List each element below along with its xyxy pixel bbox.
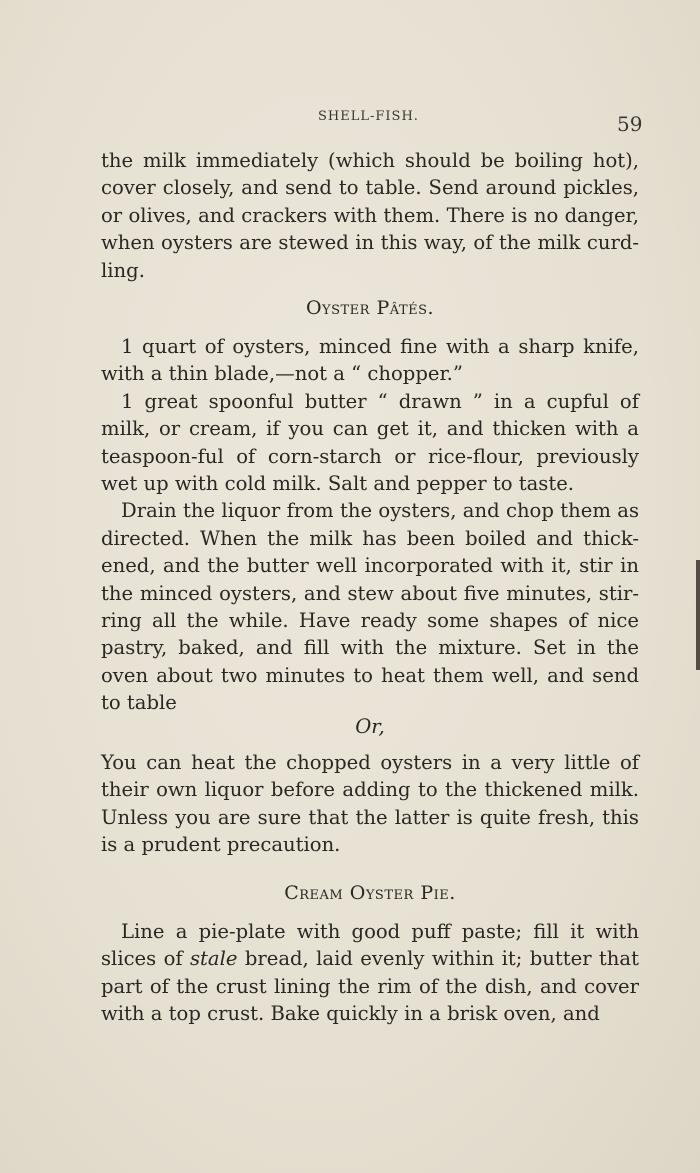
cream-oyster-pie-text (101, 918, 639, 1028)
cream-oyster-pie-body (101, 918, 639, 1028)
stale-word: stale (189, 947, 238, 971)
alternative-paragraph (101, 749, 639, 859)
pie-text-after: bread, laid evenly within it; butter that part of the crust lining the rim of the dish, and cover with a top crust. Bake quickly in a brisk oven, and (101, 947, 639, 1026)
alternative-text: You can heat the chopped oysters in a very little of their own liquor before adding to the thickened milk. Unless you are sure that the latter is quite fresh, this is a prudent precaution. (101, 751, 639, 857)
ingredient-2: 1 great spoonful butter “ drawn ” in a cupful of milk, or cream, if you can get it, and thicken with a teaspoon-ful of corn-starch or rice-flour, previously wet up with cold milk. Salt and pepper to taste. (101, 389, 639, 496)
oyster-pates-directions: Drain the liquor from the oysters, and chop them as directed. When the milk has been boiled and thick-ened, and the butter well incorporated with it, stir in the minced oysters, and stew about five minutes, stir-ring all the while. Have ready some shapes of nice pastry, baked, and fill with the mixture. Set in the oven about two minutes to heat them well, and send to table (101, 499, 639, 715)
pie-text-before: Line a pie-plate with good puff paste; fill it with slices of (101, 920, 639, 971)
or-label: Or, (355, 715, 385, 738)
ingredient-1: 1 quart of oysters, minced fine with a sharp knife, with a thin blade,—not a “ chopper.” (101, 335, 639, 386)
oyster-pates-heading: Oyster Pâtés. (305, 297, 435, 319)
oyster-pates-body (101, 333, 639, 717)
continuation-paragraph (101, 147, 639, 284)
continuation-text: the milk immediately (which should be boiling hot), cover closely, and send to table. Send around pickles, or olives, and crackers with them. There is no danger, when oysters are stewed in this way, of the milk curd-ling. (101, 149, 639, 282)
page-number: 59 (617, 112, 643, 136)
page-edge-shadow (696, 560, 700, 670)
running-head: SHELL-FISH. (318, 109, 419, 124)
cream-oyster-pie-heading: Cream Oyster Pie. (284, 882, 456, 904)
